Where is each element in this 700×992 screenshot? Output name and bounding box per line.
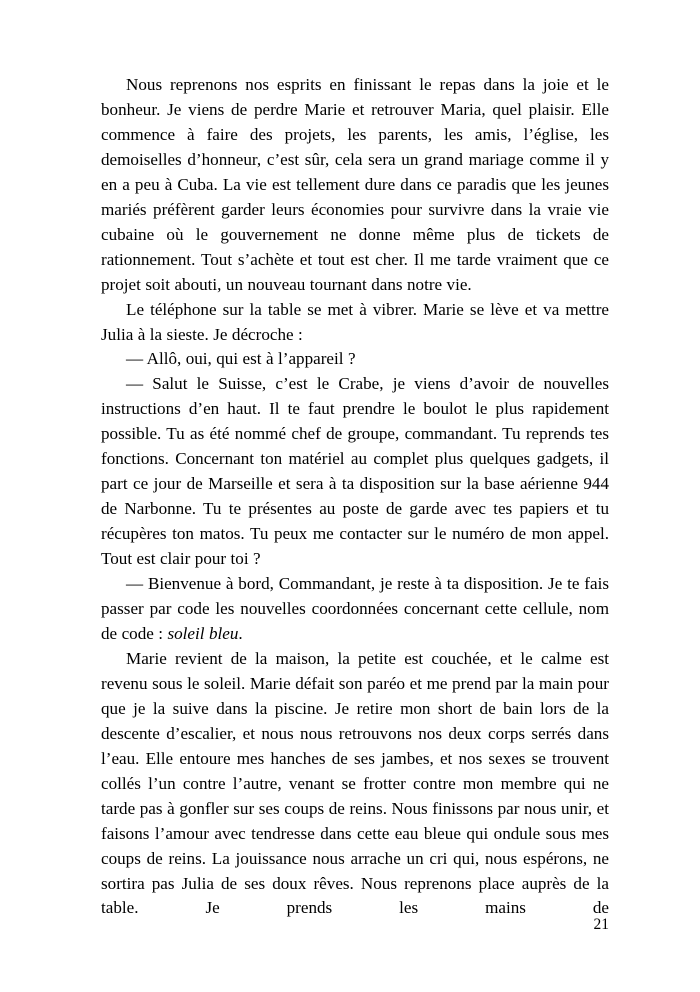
dialogue-line-crabe: — Salut le Suisse, c’est le Crabe, je viens d’avoir de nouvelles instructions d’en haut. Il te faut prendre le boulot le plus rapidement possible. Tu as été nommé chef de groupe, commandant. Tu reprends tes fonctions. Concernant ton matériel au complet plus quelques gadgets, il part ce jour de Marseille et sera à ta disposition sur la base aérienne 944 de Narbonne. Tu te présentes au poste de garde avec tes papiers et tu récupères ton matos. Tu peux me contacter sur le numéro de mon appel. Tout est clair pour toi ? — [101, 374, 609, 569]
page-number: 21 — [593, 916, 609, 933]
dialogue-text-before-codename: — Bienvenue à bord, Commandant, je reste à ta disposition. Je te fais passer par code les nouvelles coordonnées concernant cette cellule, nom de code : — [101, 574, 609, 643]
dialogue-text-after-codename: . — [238, 623, 243, 643]
page-text-block — [101, 73, 609, 921]
dialogue-line-allo: — Allô, oui, qui est à l’appareil ? — [126, 349, 356, 369]
code-name-soleil-bleu: soleil bleu — [167, 623, 239, 643]
paragraph-phone-rings: Le téléphone sur la table se met à vibrer. Marie se lève et va mettre Julia à la sieste. Je décroche : — [101, 299, 609, 344]
paragraph-piscine: Marie revient de la maison, la petite est couchée, et le calme est revenu sous le soleil. Marie défait son paréo et me prend par la main pour que je la suive dans la piscine. Je retire mon short de bain lors de la descente d’escalier, et nous nous retrouvons nos deux corps serrés dans l’eau. Elle entoure mes hanches de ses jambes, et nos sexes se trouvent collés l’un contre l’autre, venant se frotter contre mon membre qui ne tarde pas à gonfler sur ses coups de reins. Nous finissons par nous unir, et faisons l’amour avec tendresse dans cette eau bleue qui ondule sous mes coups de reins. La jouissance nous arrache un cri qui, nous espérons, ne sortira pas Julia de ses doux rêves. Nous reprenons place auprès de la table. Je prends les mains de — [101, 648, 609, 918]
dialogue-line-bienvenue — [101, 572, 609, 647]
paragraph-opening: Nous reprenons nos esprits en finissant le repas dans la joie et le bonheur. Je viens de perdre Marie et retrouver Maria, quel plaisir. Elle commence à faire des projets, les parents, les amis, l’église, les demoiselles d’honneur, c’est sûr, cela sera un grand mariage comme il y en a peu à Cuba. La vie est tellement dure dans ce paradis que les jeunes mariés préfèrent garder leurs économies pour survivre dans la vraie vie cubaine où le gouvernement ne donne même plus de tickets de rationnement. Tout s’achète et tout est cher. Il me tarde vraiment que ce projet soit abouti, un nouveau tournant dans notre vie. — [101, 75, 609, 294]
